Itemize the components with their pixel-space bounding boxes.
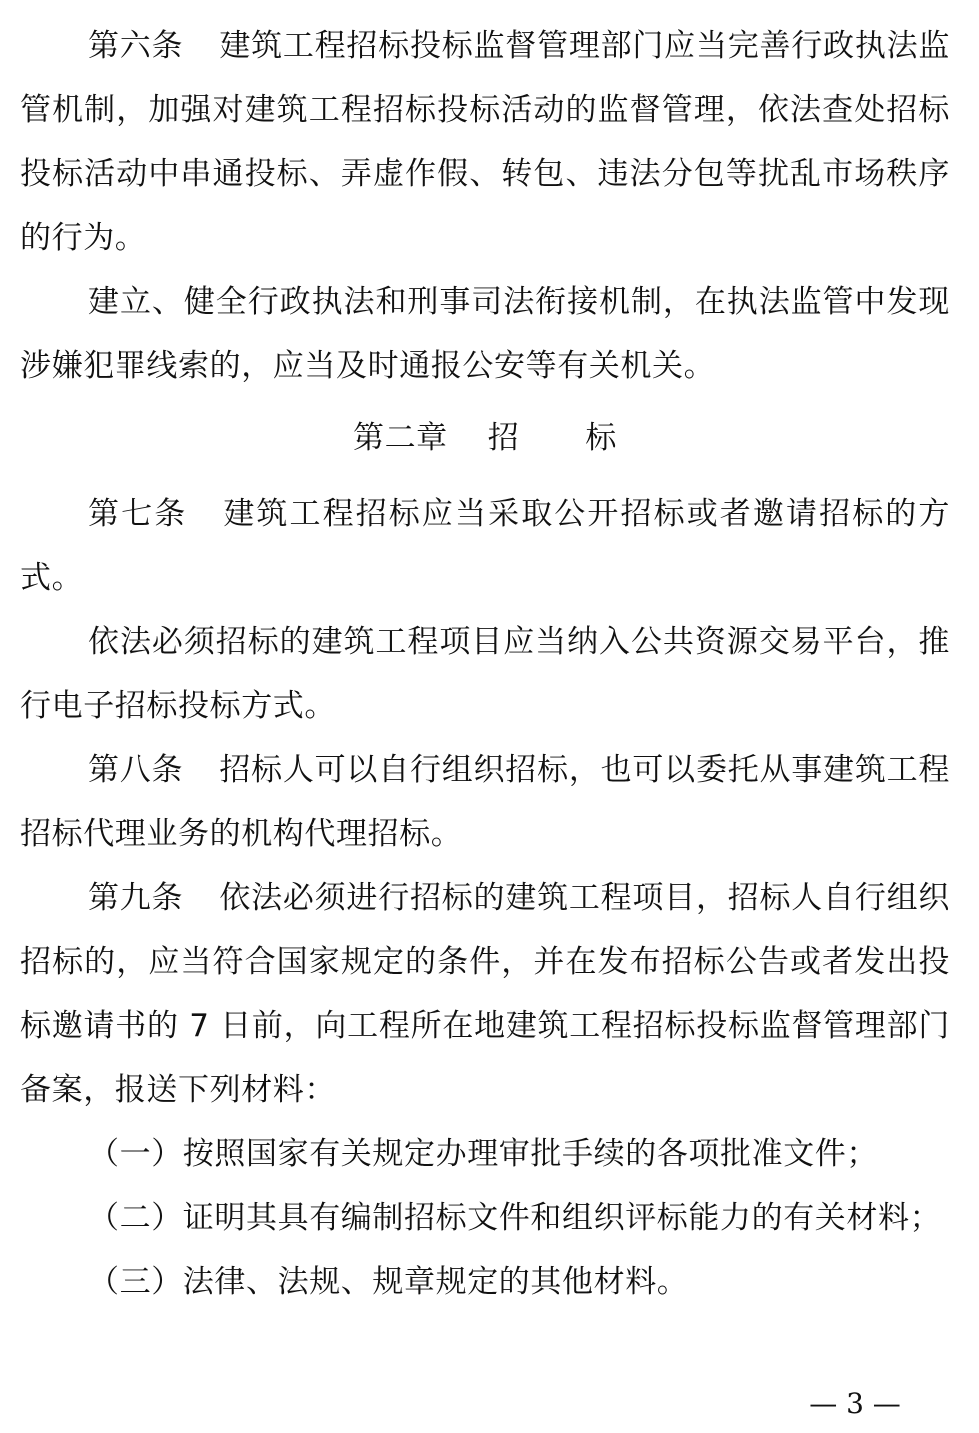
article-9-item-3 (20, 1250, 950, 1314)
article-6-paragraph (20, 14, 950, 270)
article-9-text: 依法必须进行招标的建筑工程项目，招标人自行组织招标的，应当符合国家规定的条件，并在发布招标公告或者发出投标邀请书的 7 日前，向工程所在地建筑工程招标投标监督管理部门备案，报送下列材料： (20, 880, 950, 1108)
article-7-paragraph-2 (20, 610, 950, 738)
article-9-item-2 (20, 1186, 950, 1250)
article-7-text-2: 依法必须招标的建筑工程项目应当纳入公共资源交易平台，推行电子招标投标方式。 (20, 624, 950, 724)
article-6-number: 第六条 (88, 28, 184, 64)
document-page (20, 14, 950, 1314)
chapter-title-char-2: 标 (585, 420, 618, 456)
chapter-title-char-1: 招 (487, 420, 520, 456)
chapter-heading (20, 406, 950, 470)
article-7-number: 第七条 (88, 496, 188, 532)
article-7-text: 建筑工程招标应当采取公开招标或者邀请招标的方式。 (20, 496, 950, 596)
article-8-number: 第八条 (88, 752, 184, 788)
article-9-item-3-text: （三）法律、法规、规章规定的其他材料。 (88, 1264, 689, 1300)
article-6-paragraph-2 (20, 270, 950, 398)
chapter-number: 第二章 (352, 420, 448, 456)
article-9-number: 第九条 (88, 880, 184, 916)
article-8-text: 招标人可以自行组织招标，也可以委托从事建筑工程招标代理业务的机构代理招标。 (20, 752, 950, 852)
page-number: — 3 — (809, 1387, 901, 1420)
article-6-text: 建筑工程招标投标监督管理部门应当完善行政执法监管机制，加强对建筑工程招标投标活动的监督管理，依法查处招标投标活动中串通投标、弄虚作假、转包、违法分包等扰乱市场秩序的行为。 (20, 28, 950, 256)
article-9-paragraph (20, 866, 950, 1122)
article-6-text-2: 建立、健全行政执法和刑事司法衔接机制，在执法监管中发现涉嫌犯罪线索的，应当及时通报公安等有关机关。 (20, 284, 950, 384)
article-9-item-1-text: （一）按照国家有关规定办理审批手续的各项批准文件； (88, 1136, 878, 1172)
article-9-item-1 (20, 1122, 950, 1186)
article-7-paragraph (20, 482, 950, 610)
article-8-paragraph (20, 738, 950, 866)
article-9-item-2-text: （二）证明其具有编制招标文件和组织评标能力的有关材料； (88, 1200, 942, 1236)
